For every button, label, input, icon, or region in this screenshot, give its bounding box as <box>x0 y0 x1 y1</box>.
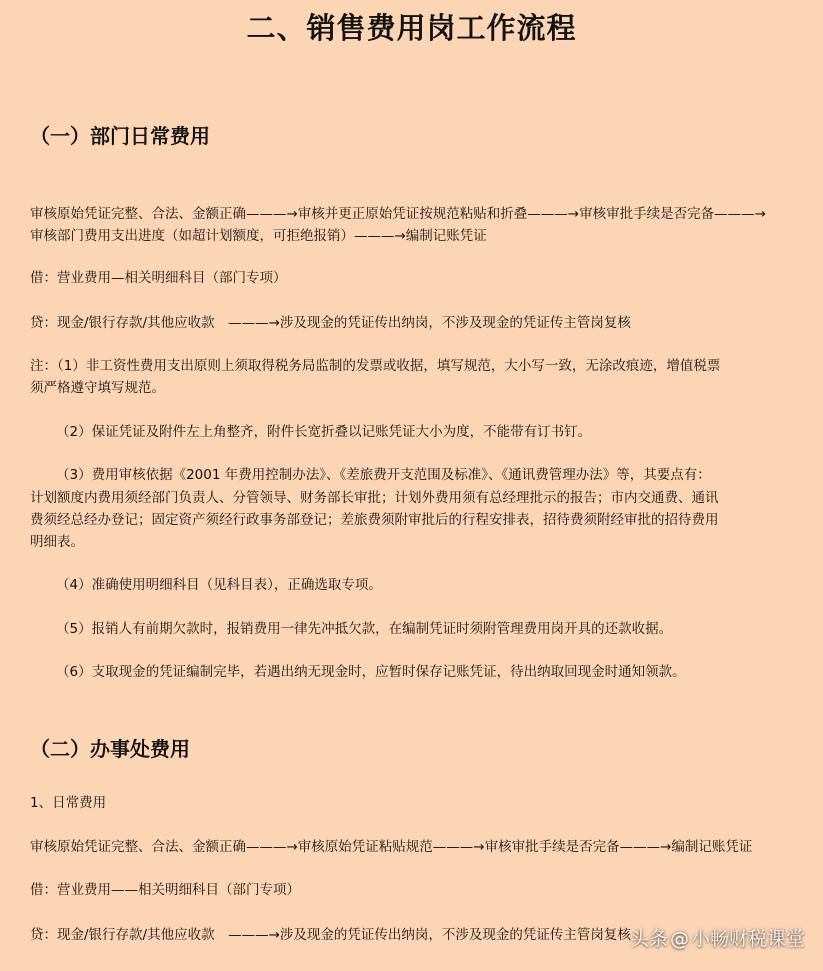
page-title: 二、销售费用岗工作流程 <box>246 11 577 45</box>
watermark-platform: 头条 <box>629 928 668 950</box>
office-credit-entry: 贷：现金/银行存款/其他应收款 ———→涉及现金的凭证传出纳岗，不涉及现金的凭证传主管岗复核 <box>30 927 631 943</box>
note-6: （6）支取现金的凭证编制完毕，若遇出纳无现金时，应暂时保存记账凭证，待出纳取回现金时通知领款。 <box>56 664 686 680</box>
credit-entry: 贷：现金/银行存款/其他应收款 ———→涉及现金的凭证传出纳岗，不涉及现金的凭证传主管岗复核 <box>30 315 631 331</box>
note-1-line-1: 注：（1）非工资性费用支出原则上须取得税务局监制的发票或收据，填写规范，大小写一致，无涂改痕迹，增值税票 <box>30 358 721 374</box>
note-4: （4）准确使用明细科目（见科目表），正确选取专项。 <box>56 577 382 593</box>
watermark <box>630 927 805 951</box>
at-icon: @ <box>669 928 689 950</box>
section-heading-office: （二）办事处费用 <box>30 737 190 761</box>
watermark-account: 小畅财税课堂 <box>690 928 805 950</box>
flow-line-1: 审核原始凭证完整、合法、金额正确———→审核并更正原始凭证按规范粘贴和折叠———→审核审批手续是否完备———→ <box>30 206 766 222</box>
note-1-line-2: 须严格遵守填写规范。 <box>30 380 165 396</box>
note-5: （5）报销人有前期欠款时，报销费用一律先冲抵欠款，在编制凭证时须附管理费用岗开具的还款收据。 <box>56 621 673 637</box>
subheading-daily-expenses: 1、日常费用 <box>30 795 107 811</box>
note-3-line-3: 费须经总经办登记；固定资产须经行政事务部登记；差旅费须附审批后的行程安排表，招待费须附经审批的招待费用 <box>30 512 719 528</box>
debit-entry: 借：营业费用—相关明细科目（部门专项） <box>30 270 287 286</box>
office-debit-entry: 借：营业费用——相关明细科目（部门专项） <box>30 882 300 898</box>
section-heading-department: （一）部门日常费用 <box>30 124 210 148</box>
note-2: （2）保证凭证及附件左上角整齐，附件长宽折叠以记账凭证大小为度，不能带有订书钉。 <box>56 424 592 440</box>
flow-line-2: 审核部门费用支出进度（如超计划额度，可拒绝报销）———→编制记账凭证 <box>30 228 487 244</box>
note-3-line-4: 明细表。 <box>30 534 84 550</box>
note-3-line-1: （3）费用审核依据《2001 年费用控制办法》、《差旅费开支范围及标准》、《通讯费管理办法》等，其要点有： <box>56 467 711 483</box>
note-3-line-2: 计划额度内费用须经部门负责人、分管领导、财务部长审批；计划外费用须有总经理批示的报告；市内交通费、通讯 <box>30 490 719 506</box>
office-flow-line: 审核原始凭证完整、合法、金额正确———→审核原始凭证粘贴规范———→审核审批手续是否完备———→编制记账凭证 <box>30 839 753 855</box>
